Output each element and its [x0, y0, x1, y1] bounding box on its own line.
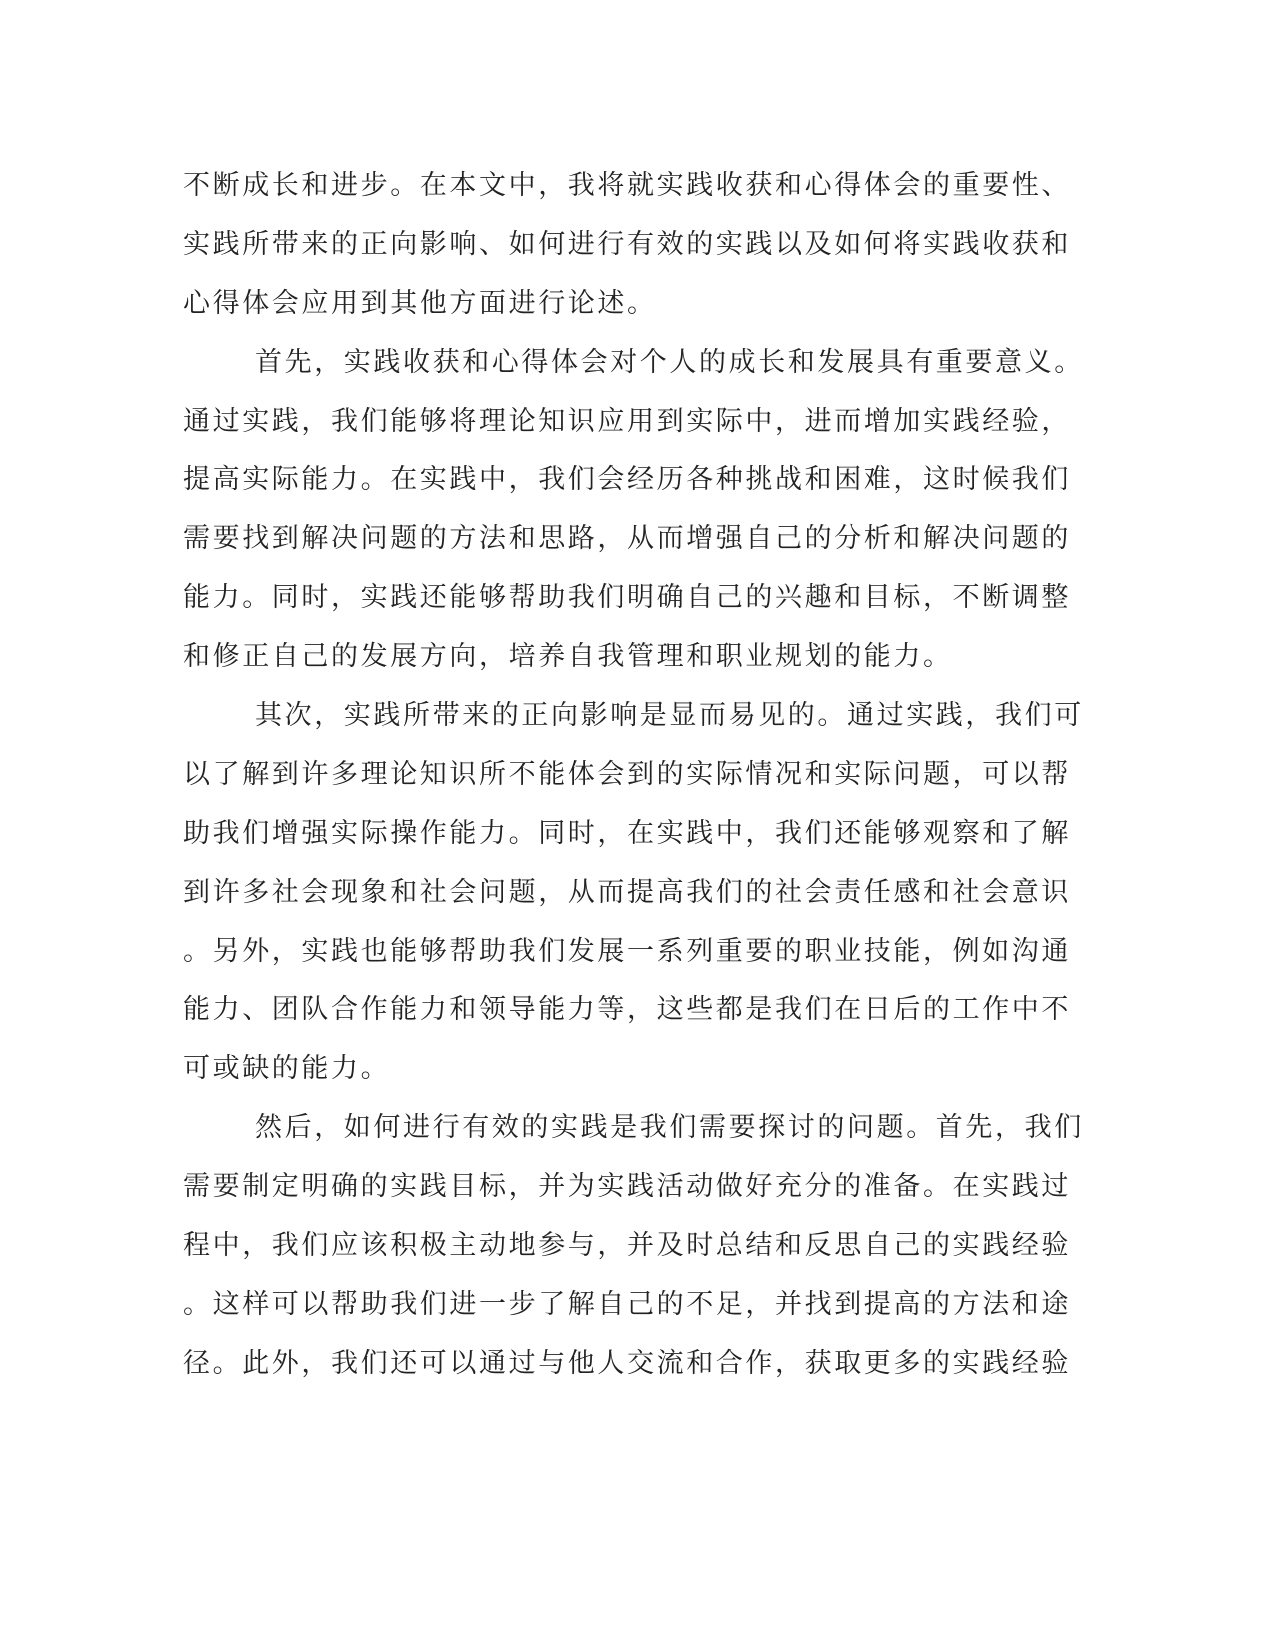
text-line: 不断成长和进步。在本文中，我将就实践收获和心得体会的重要性、 [183, 170, 1071, 201]
text-line: 可或缺的能力。 [183, 1053, 391, 1085]
text-line: 实践所带来的正向影响、如何进行有效的实践以及如何将实践收获和 [183, 228, 1071, 260]
text-line: 提高实际能力。在实践中，我们会经历各种挑战和困难，这时候我们 [183, 464, 1071, 496]
text-line: 心得体会应用到其他方面进行论述。 [183, 287, 657, 319]
paragraph-first-line: 其次，实践所带来的正向影响是显而易见的。通过实践，我们可 [255, 700, 1084, 732]
text-line: 能力、团队合作能力和领导能力等，这些都是我们在日后的工作中不 [183, 994, 1071, 1026]
text-line: 径。此外，我们还可以通过与他人交流和合作，获取更多的实践经验 [183, 1347, 1071, 1379]
paragraph-first-line: 首先，实践收获和心得体会对个人的成长和发展具有重要意义。 [255, 346, 1084, 378]
text-line: 和修正自己的发展方向，培养自我管理和职业规划的能力。 [183, 641, 953, 673]
text-line: 助我们增强实际操作能力。同时，在实践中，我们还能够观察和了解 [183, 817, 1071, 849]
text-line: 到许多社会现象和社会问题，从而提高我们的社会责任感和社会意识 [183, 876, 1071, 908]
text-line: 通过实践，我们能够将理论知识应用到实际中，进而增加实践经验， [183, 405, 1071, 437]
text-line: 程中，我们应该积极主动地参与，并及时总结和反思自己的实践经验 [183, 1230, 1071, 1262]
text-line: 需要制定明确的实践目标，并为实践活动做好充分的准备。在实践过 [183, 1171, 1071, 1203]
paragraph-first-line: 然后，如何进行有效的实践是我们需要探讨的问题。首先，我们 [255, 1112, 1084, 1144]
text-line: 能力。同时，实践还能够帮助我们明确自己的兴趣和目标，不断调整 [183, 582, 1071, 614]
body-text [183, 157, 1084, 1394]
text-line: 以了解到许多理论知识所不能体会到的实际情况和实际问题，可以帮 [183, 758, 1071, 790]
text-line: 。另外，实践也能够帮助我们发展一系列重要的职业技能，例如沟通 [183, 935, 1071, 967]
text-line: 需要找到解决问题的方法和思路，从而增强自己的分析和解决问题的 [183, 523, 1071, 555]
text-line: 。这样可以帮助我们进一步了解自己的不足，并找到提高的方法和途 [183, 1288, 1071, 1320]
